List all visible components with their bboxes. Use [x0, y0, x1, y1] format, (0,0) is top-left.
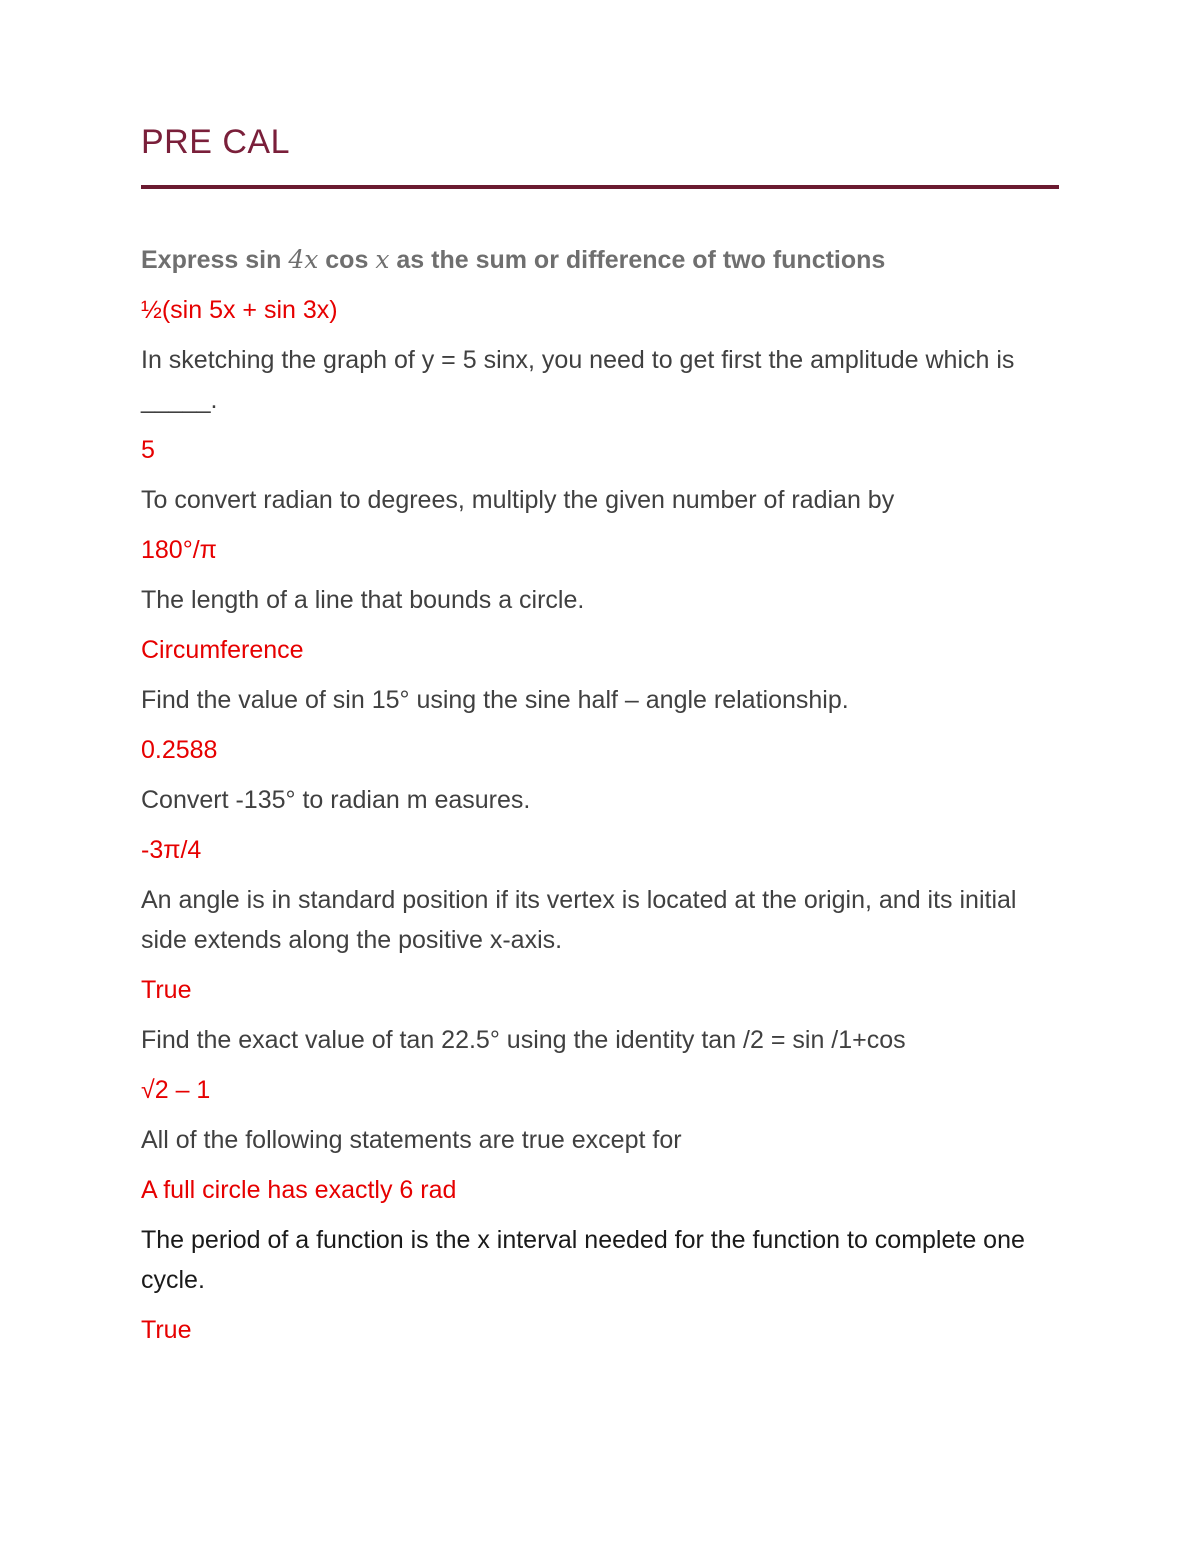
question-2: In sketching the graph of y = 5 sinx, you need to get first the amplitude which is _____.	[141, 346, 1015, 414]
answer-8: √2 – 1	[141, 1076, 211, 1104]
question-3: To convert radian to degrees, multiply the given number of radian by	[141, 486, 895, 514]
question-1-math-b: x	[375, 245, 390, 274]
question-5: Find the value of sin 15° using the sine half – angle relationship.	[141, 686, 849, 714]
question-6: Convert -135° to radian m easures.	[141, 786, 531, 814]
answer-4: Circumference	[141, 636, 304, 664]
answer-5: 0.2588	[141, 736, 218, 764]
question-1	[141, 240, 1061, 280]
question-4: The length of a line that bounds a circle.	[141, 586, 585, 614]
answer-1: ½(sin 5x + sin 3x)	[141, 296, 338, 324]
question-1-text-c: as the sum or difference of two functions	[389, 246, 886, 274]
question-7: An angle is in standard position if its vertex is located at the origin, and its initial side extends along the positive x-axis.	[141, 886, 1017, 954]
qa-list	[141, 240, 1061, 1360]
answer-10: True	[141, 1316, 192, 1344]
answer-6: -3π/4	[141, 836, 202, 864]
question-9: All of the following statements are true except for	[141, 1126, 682, 1154]
question-8: Find the exact value of tan 22.5° using the identity tan /2 = sin /1+cos	[141, 1026, 906, 1054]
question-10: The period of a function is the x interval needed for the function to complete one cycle.	[141, 1226, 1025, 1294]
answer-3: 180°/π	[141, 536, 217, 564]
question-1-text-a: Express sin	[141, 246, 289, 274]
title-divider	[141, 185, 1059, 189]
page-title: PRE CAL	[141, 123, 290, 161]
question-1-text-b: cos	[318, 246, 376, 274]
answer-9: A full circle has exactly 6 rad	[141, 1176, 457, 1204]
question-1-math-a: 4x	[288, 245, 319, 274]
answer-2: 5	[141, 436, 155, 464]
answer-7: True	[141, 976, 192, 1004]
